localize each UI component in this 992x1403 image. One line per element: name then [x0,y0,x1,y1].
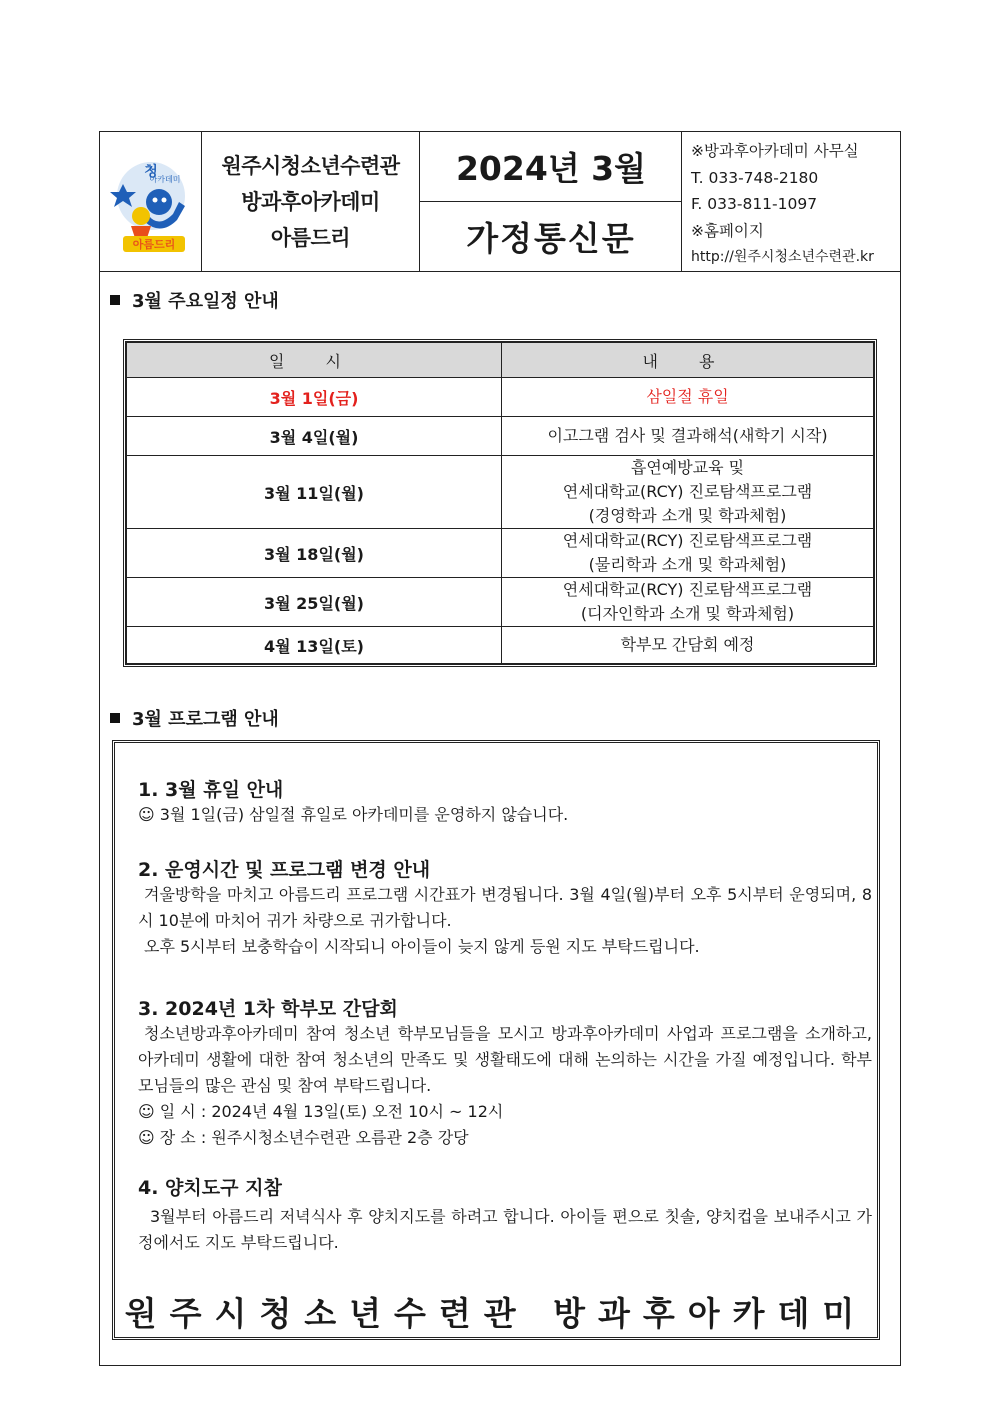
section-text: 겨울방학을 마치고 아름드리 프로그램 시간표가 변경됩니다. 3월 4일(월)부터 오후 5시부터 운영되며, 8시 10분에 마치어 귀가 차량으로 귀가합니다. [138,885,872,930]
svg-text:청: 청 [144,164,158,180]
schedule-date: 3월 1일(금) [127,378,502,417]
square-bullet-icon [110,713,120,723]
column-header-date: 일 시 [127,343,502,378]
program-heading: 3월 프로그램 안내 [110,705,279,731]
fax-number: F. 033-811-1097 [691,195,818,213]
table-row [127,456,874,529]
header-table [100,132,900,272]
section-text: 오후 5시부터 보충학습이 시작되니 아이들이 늦지 않게 등원 지도 부탁드립니다. [144,937,700,956]
schedule-date: 3월 11일(월) [127,456,502,529]
org-line-3: 아름드리 [270,225,351,250]
schedule-content: 연세대학교(RCY) 진로탐색프로그램 (디자인학과 소개 및 학과체험) [502,578,874,627]
logo-cell [100,132,202,271]
table-row [127,378,874,417]
table-row [127,627,874,664]
meeting-place: ☺ 장 소 : 원주시청소년수련관 오름관 2층 강당 [138,1128,469,1147]
section-hours-change [138,855,872,960]
section-holiday [138,775,872,828]
title-cell [420,132,682,271]
footer-org-name: 원주시청소년수련관 방과후아카데미 [124,1294,868,1333]
program-box [112,740,880,1340]
homepage-link[interactable]: http://원주시청소년수련관.kr [691,249,874,265]
contact-cell [682,132,900,271]
column-header-content: 내 용 [502,343,874,378]
section-title: 2. 운영시간 및 프로그램 변경 안내 [138,859,431,881]
homepage-label: ※홈페이지 [691,221,764,240]
section-title: 4. 양치도구 지참 [138,1177,282,1199]
phone-number: T. 033-748-2180 [691,168,819,187]
mascot-logo-icon [101,154,201,254]
schedule-content: 연세대학교(RCY) 진로탐색프로그램 (물리학과 소개 및 학과체험) [502,529,874,578]
schedule-heading: 3월 주요일정 안내 [110,287,279,313]
schedule-date: 3월 4일(월) [127,417,502,456]
schedule-content: 학부모 간담회 예정 [502,627,874,664]
schedule-table [123,339,877,667]
square-bullet-icon [110,295,120,305]
office-label: ※방과후아카데미 사무실 [691,142,859,160]
schedule-header-row [127,343,874,378]
table-row [127,578,874,627]
section-title: 1. 3월 휴일 안내 [138,779,284,801]
table-row [127,529,874,578]
schedule-content: 이고그램 검사 및 결과해석(새학기 시작) [502,417,874,456]
schedule-content: 삼일절 휴일 [502,378,874,417]
section-parent-meeting [138,994,872,1151]
meeting-time: ☺ 일 시 : 2024년 4월 13일(토) 오전 10시 ~ 12시 [138,1102,504,1121]
schedule-date: 4월 13일(토) [127,627,502,664]
schedule-date: 3월 25일(월) [127,578,502,627]
issue-date-title: 2024년 3월 [420,132,682,202]
section-text: 청소년방과후아카데미 참여 청소년 학부모님들을 모시고 방과후아카데미 사업과 프로그램을 소개하고, 아카데미 생활에 대한 참여 청소년의 만족도 및 생활태도에 대해 논의하는 시간을 가질 예정입니다. 학부모님들의 많은 관심 및 참여 부탁드립니다. [138,1024,872,1095]
svg-text:아카데미: 아카데미 [149,175,181,184]
org-line-1: 원주시청소년수련관 [221,153,400,178]
schedule-date: 3월 18일(월) [127,529,502,578]
svg-text:아름드리: 아름드리 [132,238,176,251]
section-text: 3월부터 아름드리 저녁식사 후 양치지도를 하려고 합니다. 아이들 편으로 칫솔, 양치컵을 보내주시고 가정에서도 지도 부탁드립니다. [138,1207,872,1252]
section-title: 3. 2024년 1차 학부모 간담회 [138,998,398,1020]
org-line-2: 방과후아카데미 [241,189,380,214]
schedule-content: 흡연예방교육 및 연세대학교(RCY) 진로탐색프로그램 (경영학과 소개 및 학과체험) [502,456,874,529]
newsletter-frame [99,131,901,1366]
newsletter-title: 가정통신문 [466,219,636,258]
table-row [127,417,874,456]
section-toothbrush [138,1173,872,1256]
org-name-cell [202,132,420,271]
section-text: ☺ 3월 1일(금) 삼일절 휴일로 아카데미를 운영하지 않습니다. [138,805,569,824]
